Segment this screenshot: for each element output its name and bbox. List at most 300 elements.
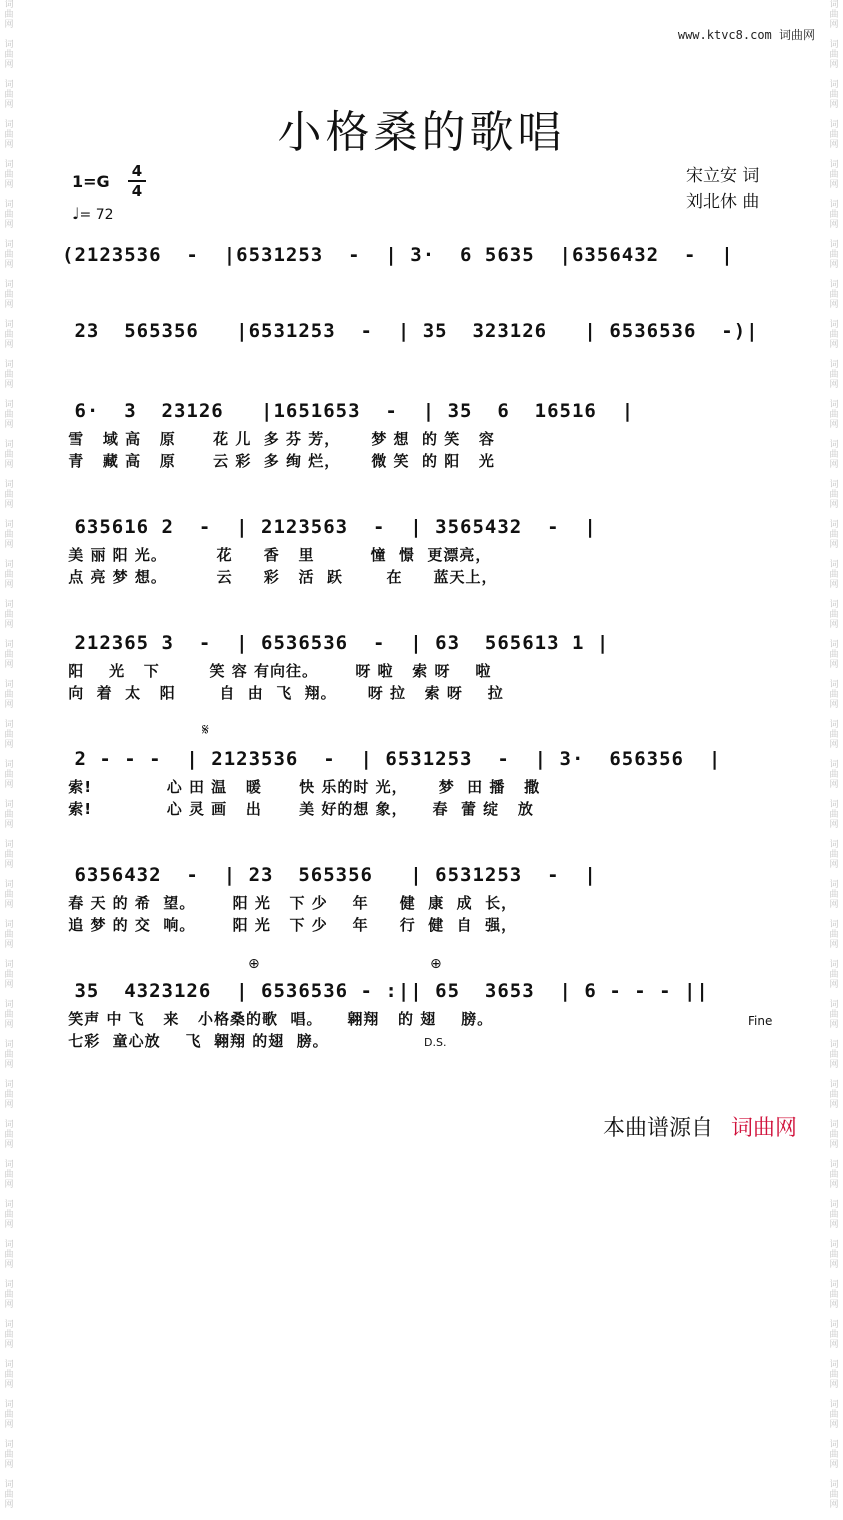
watermark-char: 词	[4, 280, 14, 290]
watermark-char: 词	[4, 1160, 14, 1170]
watermark-char: 词	[4, 520, 14, 530]
watermark-char: 曲	[829, 810, 839, 820]
watermark-char: 曲	[4, 1050, 14, 1060]
watermark-char: 词	[4, 560, 14, 570]
watermark-char: 曲	[829, 890, 839, 900]
watermark-char: 网	[829, 700, 839, 710]
watermark-char: 网	[829, 1340, 839, 1350]
watermark-char: 词	[4, 880, 14, 890]
watermark-char: 曲	[4, 210, 14, 220]
watermark-gap	[2, 1150, 16, 1160]
watermark-gap	[827, 1070, 841, 1080]
watermark-char: 网	[829, 220, 839, 230]
watermark-char: 词	[829, 1080, 839, 1090]
lyrics-verse-1: 索! 心 田 温 暖 快 乐的时 光， 梦 田 播 撒	[62, 778, 541, 796]
watermark-char: 词	[829, 1000, 839, 1010]
watermark-gap	[827, 350, 841, 360]
watermark-char: 网	[4, 300, 14, 310]
watermark-gap	[827, 1190, 841, 1200]
watermark-gap	[827, 30, 841, 40]
watermark-char: 词	[829, 40, 839, 50]
watermark-char: 曲	[4, 530, 14, 540]
watermark-char: 网	[4, 1220, 14, 1230]
watermark-char: 曲	[829, 1410, 839, 1420]
watermark-char: 词	[4, 40, 14, 50]
notes: (2123536 - |6531253 - | 3· 6 5635 |6356432 - |	[62, 244, 734, 266]
watermark-char: 网	[4, 1260, 14, 1270]
watermark-gap	[827, 750, 841, 760]
watermark-char: 曲	[829, 530, 839, 540]
watermark-char: 网	[829, 860, 839, 870]
watermark-gap	[2, 950, 16, 960]
lyrics-verse-2: 青 藏 高 原 云 彩 多 绚 烂， 微 笑 的 阳 光	[62, 452, 495, 470]
watermark-gap	[2, 910, 16, 920]
watermark-gap	[2, 710, 16, 720]
watermark-char: 词	[4, 320, 14, 330]
watermark-gap	[2, 830, 16, 840]
watermark-char: 词	[4, 1040, 14, 1050]
watermark-gap	[827, 190, 841, 200]
watermark-char: 曲	[829, 1490, 839, 1500]
watermark-gap	[827, 1150, 841, 1160]
watermark-char: 网	[4, 1300, 14, 1310]
watermark-char: 网	[829, 540, 839, 550]
watermark-char: 网	[4, 20, 14, 30]
watermark-char: 网	[4, 460, 14, 470]
watermark-gap	[2, 990, 16, 1000]
watermark-char: 词	[829, 1440, 839, 1450]
watermark-gap	[827, 230, 841, 240]
watermark-char: 词	[4, 640, 14, 650]
watermark-char: 网	[829, 740, 839, 750]
watermark-char: 词	[829, 80, 839, 90]
watermark-char: 词	[829, 1120, 839, 1130]
watermark-char: 词	[829, 400, 839, 410]
watermark-char: 词	[829, 760, 839, 770]
watermark-gap	[2, 190, 16, 200]
watermark-char: 词	[829, 0, 839, 10]
watermark-char: 网	[829, 500, 839, 510]
watermark-char: 网	[4, 1420, 14, 1430]
watermark-gap	[827, 790, 841, 800]
watermark-gap	[2, 470, 16, 480]
lyrics-verse-2: 七彩 童心放 飞 翱翔 的翅 膀。	[62, 1032, 360, 1050]
segno-sign: 𝄋	[202, 720, 209, 739]
watermark-char: 词	[4, 960, 14, 970]
tempo-value: = 72	[79, 207, 114, 223]
watermark-char: 词	[4, 760, 14, 770]
watermark-char: 词	[829, 360, 839, 370]
watermark-char: 网	[829, 420, 839, 430]
watermark-char: 词	[829, 200, 839, 210]
watermark-char: 网	[4, 1060, 14, 1070]
watermark-gap	[2, 30, 16, 40]
watermark-char: 曲	[4, 1170, 14, 1180]
watermark-char: 曲	[829, 1170, 839, 1180]
notes: 6356432 - | 23 565356 | 6531253 - |	[62, 864, 597, 886]
watermark-char: 曲	[829, 490, 839, 500]
watermark-char: 网	[829, 780, 839, 790]
watermark-char: 网	[4, 820, 14, 830]
watermark-char: 网	[829, 1500, 839, 1510]
watermark-char: 网	[4, 900, 14, 910]
watermark-char: 曲	[829, 130, 839, 140]
watermark-char: 网	[829, 100, 839, 110]
watermark-char: 网	[829, 1140, 839, 1150]
watermark-char: 曲	[829, 1250, 839, 1260]
watermark-gap	[827, 590, 841, 600]
watermark-char: 曲	[4, 1290, 14, 1300]
watermark-char: 曲	[829, 610, 839, 620]
watermark-char: 曲	[829, 1210, 839, 1220]
footer-prefix: 本曲谱源自	[602, 1116, 713, 1141]
watermark-char: 词	[829, 1360, 839, 1370]
watermark-char: 网	[4, 660, 14, 670]
watermark-char: 网	[829, 660, 839, 670]
watermark-char: 曲	[829, 170, 839, 180]
watermark-gap	[827, 670, 841, 680]
watermark-char: 词	[829, 520, 839, 530]
watermark-gap	[827, 1230, 841, 1240]
watermark-gap	[2, 630, 16, 640]
watermark-gap	[827, 630, 841, 640]
watermark-gap	[2, 510, 16, 520]
watermark-char: 词	[829, 160, 839, 170]
watermark-char: 曲	[829, 10, 839, 20]
watermark-char: 曲	[4, 130, 14, 140]
watermark-char: 曲	[829, 450, 839, 460]
watermark-char: 网	[4, 420, 14, 430]
notes: 212365 3 - | 6536536 - | 63 565613 1 |	[62, 632, 610, 654]
watermark-char: 曲	[4, 610, 14, 620]
watermark-gap	[827, 1510, 841, 1520]
watermark-char: 曲	[4, 1330, 14, 1340]
watermark-char: 网	[829, 1380, 839, 1390]
watermark-char: 曲	[829, 90, 839, 100]
watermark-char: 曲	[4, 490, 14, 500]
watermark-char: 网	[4, 1140, 14, 1150]
watermark-char: 网	[4, 100, 14, 110]
watermark-gap	[2, 1190, 16, 1200]
watermark-char: 词	[829, 1240, 839, 1250]
lyrics-verse-2: 索! 心 灵 画 出 美 好的想 象， 春 蕾 绽 放	[62, 800, 534, 818]
watermark-gap	[827, 1030, 841, 1040]
coda-sign: ⊕	[248, 956, 260, 972]
watermark-gap	[827, 550, 841, 560]
watermark-char: 词	[4, 120, 14, 130]
watermark-char: 曲	[4, 250, 14, 260]
lyrics-verse-1: 阳 光 下 笑 容 有向往。 呀 啦 索 呀 啦	[62, 662, 492, 680]
watermark-char: 网	[829, 580, 839, 590]
watermark-char: 词	[829, 600, 839, 610]
lyrics-verse-1: 雪 域 高 原 花 儿 多 芬 芳， 梦 想 的 笑 容	[62, 430, 495, 448]
watermark-char: 曲	[829, 570, 839, 580]
lyricist: 宋立安 词	[686, 166, 760, 186]
watermark-char: 词	[4, 1200, 14, 1210]
watermark-char: 曲	[4, 570, 14, 580]
watermark-char: 曲	[829, 50, 839, 60]
watermark-char: 网	[4, 540, 14, 550]
quarter-note-icon: ♩	[72, 204, 80, 223]
watermark-char: 曲	[829, 1050, 839, 1060]
watermark-char: 网	[4, 340, 14, 350]
watermark-char: 词	[829, 560, 839, 570]
watermark-char: 网	[4, 1460, 14, 1470]
watermark-char: 曲	[4, 1250, 14, 1260]
watermark-char: 网	[829, 980, 839, 990]
watermark-gap	[2, 1430, 16, 1440]
watermark-char: 网	[829, 60, 839, 70]
source-footer	[603, 1111, 797, 1142]
watermark-char: 网	[4, 260, 14, 270]
watermark-char: 网	[4, 980, 14, 990]
watermark-char: 网	[829, 1420, 839, 1430]
watermark-char: 曲	[4, 10, 14, 20]
watermark-char: 网	[4, 380, 14, 390]
watermark-char: 曲	[4, 730, 14, 740]
watermark-char: 词	[829, 720, 839, 730]
watermark-gap	[827, 830, 841, 840]
watermark-gap	[2, 1030, 16, 1040]
watermark-char: 网	[829, 460, 839, 470]
watermark-char: 网	[4, 700, 14, 710]
watermark-char: 网	[829, 260, 839, 270]
watermark-char: 词	[4, 840, 14, 850]
watermark-char: 网	[4, 1500, 14, 1510]
watermark-char: 曲	[4, 1450, 14, 1460]
watermark-char: 曲	[4, 1010, 14, 1020]
watermark-left	[2, 0, 16, 1510]
watermark-char: 词	[829, 920, 839, 930]
watermark-char: 词	[829, 240, 839, 250]
watermark-char: 词	[829, 320, 839, 330]
watermark-gap	[2, 1270, 16, 1280]
watermark-char: 曲	[4, 290, 14, 300]
watermark-char: 网	[4, 740, 14, 750]
watermark-gap	[2, 1070, 16, 1080]
watermark-char: 网	[829, 1060, 839, 1070]
watermark-char: 网	[829, 140, 839, 150]
watermark-char: 网	[4, 580, 14, 590]
watermark-char: 曲	[4, 370, 14, 380]
watermark-char: 词	[4, 1440, 14, 1450]
watermark-gap	[2, 790, 16, 800]
watermark-char: 词	[829, 280, 839, 290]
watermark-char: 曲	[829, 1450, 839, 1460]
watermark-char: 曲	[4, 770, 14, 780]
watermark-char: 曲	[4, 50, 14, 60]
watermark-char: 网	[829, 940, 839, 950]
tempo-marking	[72, 204, 114, 223]
watermark-char: 曲	[829, 1010, 839, 1020]
watermark-char: 词	[4, 480, 14, 490]
watermark-char: 网	[4, 140, 14, 150]
watermark-char: 词	[829, 1200, 839, 1210]
watermark-char: 曲	[4, 1130, 14, 1140]
watermark-char: 网	[829, 380, 839, 390]
watermark-char: 曲	[4, 890, 14, 900]
watermark-char: 网	[4, 220, 14, 230]
lyrics-verse-2: 向 着 太 阳 自 由 飞 翔。 呀 拉 索 呀 拉	[62, 684, 504, 702]
watermark-char: 词	[829, 1280, 839, 1290]
watermark-char: 词	[829, 480, 839, 490]
watermark-char: 曲	[829, 1090, 839, 1100]
watermark-gap	[827, 510, 841, 520]
watermark-char: 曲	[829, 1290, 839, 1300]
song-title: 小格桑的歌唱	[277, 107, 566, 158]
watermark-char: 曲	[829, 1370, 839, 1380]
watermark-char: 曲	[4, 330, 14, 340]
watermark-char: 网	[4, 500, 14, 510]
watermark-char: 网	[4, 1340, 14, 1350]
watermark-char: 词	[4, 920, 14, 930]
watermark-char: 词	[829, 960, 839, 970]
ds-mark: D.S.	[424, 1036, 447, 1049]
watermark-char: 网	[829, 1020, 839, 1030]
watermark-gap	[2, 670, 16, 680]
notes: 635616 2 - | 2123563 - | 3565432 - |	[62, 516, 597, 538]
watermark-char: 曲	[4, 970, 14, 980]
watermark-char: 曲	[829, 970, 839, 980]
watermark-char: 网	[829, 1260, 839, 1270]
watermark-gap	[827, 310, 841, 320]
footer-brand[interactable]: 词曲网	[730, 1116, 797, 1141]
watermark-gap	[2, 1510, 16, 1520]
watermark-char: 曲	[829, 930, 839, 940]
watermark-char: 网	[829, 620, 839, 630]
notes: 35 4323126 | 6536536 - :|| 65 3653 | 6 - - - ||	[62, 980, 709, 1002]
watermark-gap	[827, 910, 841, 920]
watermark-char: 网	[4, 1380, 14, 1390]
lyrics-verse-1: 春 天 的 希 望。 阳 光 下 少 年 健 康 成 长，	[62, 894, 518, 912]
watermark-char: 词	[829, 1400, 839, 1410]
coda-sign-2: ⊕	[430, 956, 442, 972]
watermark-char: 曲	[829, 330, 839, 340]
watermark-gap	[827, 1310, 841, 1320]
watermark-char: 词	[829, 640, 839, 650]
watermark-char: 网	[829, 1180, 839, 1190]
watermark-gap	[827, 870, 841, 880]
watermark-char: 网	[829, 1300, 839, 1310]
watermark-char: 词	[829, 1160, 839, 1170]
watermark-char: 曲	[829, 250, 839, 260]
watermark-char: 曲	[4, 170, 14, 180]
watermark-char: 词	[4, 720, 14, 730]
watermark-char: 曲	[4, 1210, 14, 1220]
watermark-char: 词	[4, 1280, 14, 1290]
watermark-gap	[2, 1470, 16, 1480]
watermark-gap	[2, 1350, 16, 1360]
watermark-char: 网	[829, 1460, 839, 1470]
composer: 刘北休 曲	[686, 192, 760, 212]
watermark-gap	[2, 270, 16, 280]
watermark-char: 词	[4, 1400, 14, 1410]
watermark-gap	[827, 470, 841, 480]
watermark-char: 网	[4, 860, 14, 870]
watermark-char: 词	[4, 160, 14, 170]
watermark-char: 曲	[829, 730, 839, 740]
watermark-char: 网	[829, 1100, 839, 1110]
watermark-right	[827, 0, 841, 1510]
watermark-char: 词	[829, 680, 839, 690]
watermark-char: 词	[829, 440, 839, 450]
watermark-char: 词	[4, 800, 14, 810]
watermark-char: 词	[4, 200, 14, 210]
watermark-char: 词	[829, 840, 839, 850]
watermark-char: 曲	[4, 850, 14, 860]
credits	[686, 163, 759, 215]
watermark-char: 词	[4, 0, 14, 10]
watermark-char: 曲	[829, 210, 839, 220]
meter-top: 4	[131, 162, 143, 180]
watermark-char: 词	[829, 1040, 839, 1050]
watermark-char: 词	[4, 360, 14, 370]
watermark-char: 曲	[4, 1370, 14, 1380]
watermark-gap	[2, 310, 16, 320]
watermark-char: 词	[4, 440, 14, 450]
watermark-gap	[827, 950, 841, 960]
watermark-char: 曲	[4, 90, 14, 100]
watermark-gap	[827, 430, 841, 440]
watermark-char: 曲	[4, 810, 14, 820]
watermark-char: 曲	[4, 930, 14, 940]
watermark-gap	[827, 390, 841, 400]
watermark-gap	[827, 1430, 841, 1440]
notes: 23 565356 |6531253 - | 35 323126 | 6536536 -)|	[62, 320, 759, 342]
watermark-char: 网	[4, 1020, 14, 1030]
watermark-char: 曲	[829, 370, 839, 380]
watermark-char: 词	[4, 1360, 14, 1370]
watermark-char: 词	[829, 800, 839, 810]
watermark-char: 词	[4, 600, 14, 610]
watermark-char: 词	[4, 1000, 14, 1010]
watermark-char: 词	[4, 240, 14, 250]
meter-bottom: 4	[131, 182, 143, 200]
watermark-gap	[827, 1110, 841, 1120]
key-signature: 1=G	[72, 172, 110, 191]
watermark-char: 网	[829, 180, 839, 190]
watermark-char: 曲	[829, 850, 839, 860]
watermark-char: 曲	[4, 650, 14, 660]
watermark-gap	[2, 230, 16, 240]
watermark-char: 曲	[829, 690, 839, 700]
watermark-char: 曲	[4, 1090, 14, 1100]
watermark-char: 网	[829, 300, 839, 310]
watermark-char: 网	[829, 820, 839, 830]
watermark-char: 词	[4, 400, 14, 410]
watermark-gap	[2, 750, 16, 760]
lyrics-verse-1: 笑声 中 飞 来 小格桑的歌 唱。 翱翔 的 翅 膀。	[62, 1010, 494, 1028]
watermark-gap	[827, 1350, 841, 1360]
watermark-char: 网	[829, 1220, 839, 1230]
watermark-char: 曲	[829, 410, 839, 420]
watermark-gap	[827, 1390, 841, 1400]
watermark-gap	[2, 1110, 16, 1120]
site-url[interactable]: www.ktvc8.com 词曲网	[677, 28, 815, 42]
watermark-char: 词	[829, 1480, 839, 1490]
watermark-gap	[827, 1470, 841, 1480]
watermark-char: 词	[4, 80, 14, 90]
watermark-char: 网	[4, 180, 14, 190]
watermark-char: 网	[4, 940, 14, 950]
watermark-char: 词	[4, 680, 14, 690]
watermark-gap	[827, 990, 841, 1000]
watermark-gap	[827, 710, 841, 720]
watermark-gap	[2, 590, 16, 600]
watermark-char: 曲	[829, 1130, 839, 1140]
watermark-gap	[827, 70, 841, 80]
watermark-gap	[2, 350, 16, 360]
